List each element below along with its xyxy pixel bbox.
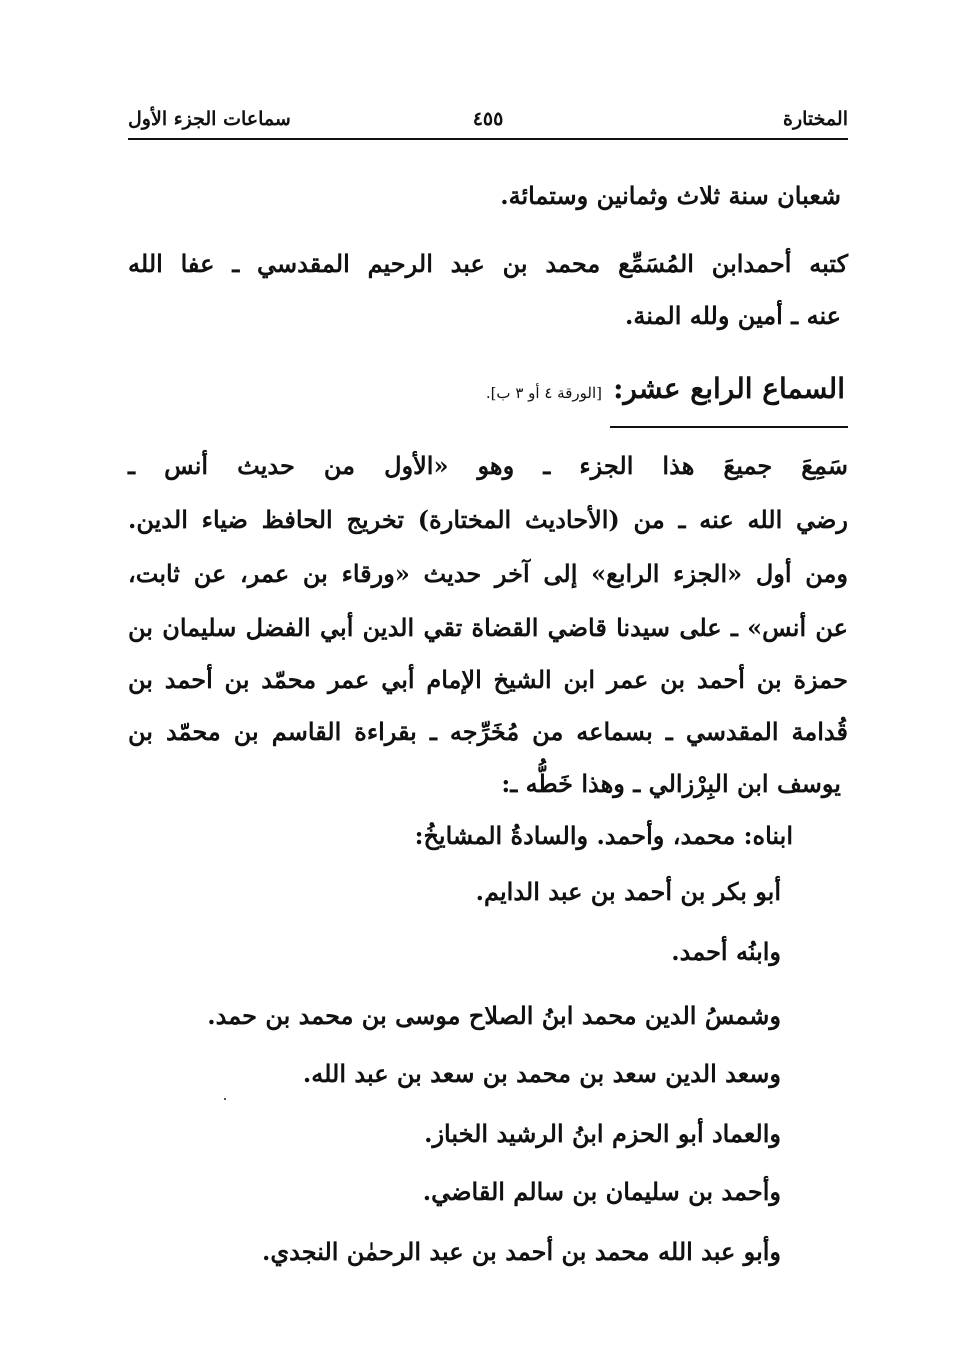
header-page-number: ٤٥٥ — [472, 108, 504, 130]
body-line: سَمِعَ جميعَ هذا الجزء ـ وهو «الأول من حديث أنس ـ — [128, 451, 848, 480]
body-line: رضي الله عنه ـ من (الأحاديث المختارة) تخريج الحافظ ضياء الدين. — [128, 505, 848, 534]
body-line: ومن أول «الجزء الرابع» إلى آخر حديث «ورقاء بن عمر، عن ثابت، — [128, 559, 848, 588]
scan-speck — [224, 1098, 226, 1100]
name-line: وابنُه أحمد. — [671, 937, 781, 966]
name-line: وأحمد بن سليمان بن سالم القاضي. — [422, 1177, 781, 1206]
name-line: وشمسُ الدين محمد ابنُ الصلاح موسى بن محمد بن حمد. — [207, 1001, 781, 1030]
heading-title: السماع الرابع عشر: — [613, 372, 845, 405]
intro-line: عنه ـ أمين ولله المنة. — [625, 301, 841, 330]
body-line: عن أنس» ـ على سيدنا قاضي القضاة تقي الدين أبي الفضل سليمان بن — [128, 613, 848, 642]
name-line: وأبو عبد الله محمد بن أحمد بن عبد الرحمٰن النجدي. — [262, 1237, 781, 1266]
section-heading — [486, 372, 845, 405]
body-line: يوسف ابن البِرْزالي ـ وهذا خَطُّه ـ: — [501, 769, 841, 798]
name-line: وسعد الدين سعد بن محمد بن سعد بن عبد الله. — [302, 1059, 781, 1088]
header-book-title: المختارة — [783, 108, 848, 130]
body-line: حمزة بن أحمد بن عمر ابن الشيخ الإمام أبي عمر محمّد بن أحمد بن — [128, 665, 848, 694]
name-line: والعماد أبو الحزم ابنُ الرشيد الخباز. — [424, 1119, 781, 1148]
running-header — [128, 100, 848, 140]
name-line: ابناه: محمد، وأحمد. والسادةُ المشايخُ: — [414, 821, 793, 850]
name-line: أبو بكر بن أحمد بن عبد الدايم. — [475, 877, 781, 906]
intro-line: شعبان سنة ثلاث وثمانين وستمائة. — [500, 181, 841, 210]
header-section-title: سماعات الجزء الأول — [128, 108, 291, 130]
intro-line: كتبه أحمدابن المُسَمِّع محمد بن عبد الرحيم المقدسي ـ عفا الله — [128, 249, 848, 278]
heading-folio-note: [الورقة ٤ أو ٣ ب]. — [485, 384, 602, 402]
body-line: قُدامة المقدسي ـ بسماعه من مُخَرِّجه ـ بقراءة القاسم بن محمّد بن — [128, 717, 848, 746]
heading-underline — [610, 426, 848, 428]
